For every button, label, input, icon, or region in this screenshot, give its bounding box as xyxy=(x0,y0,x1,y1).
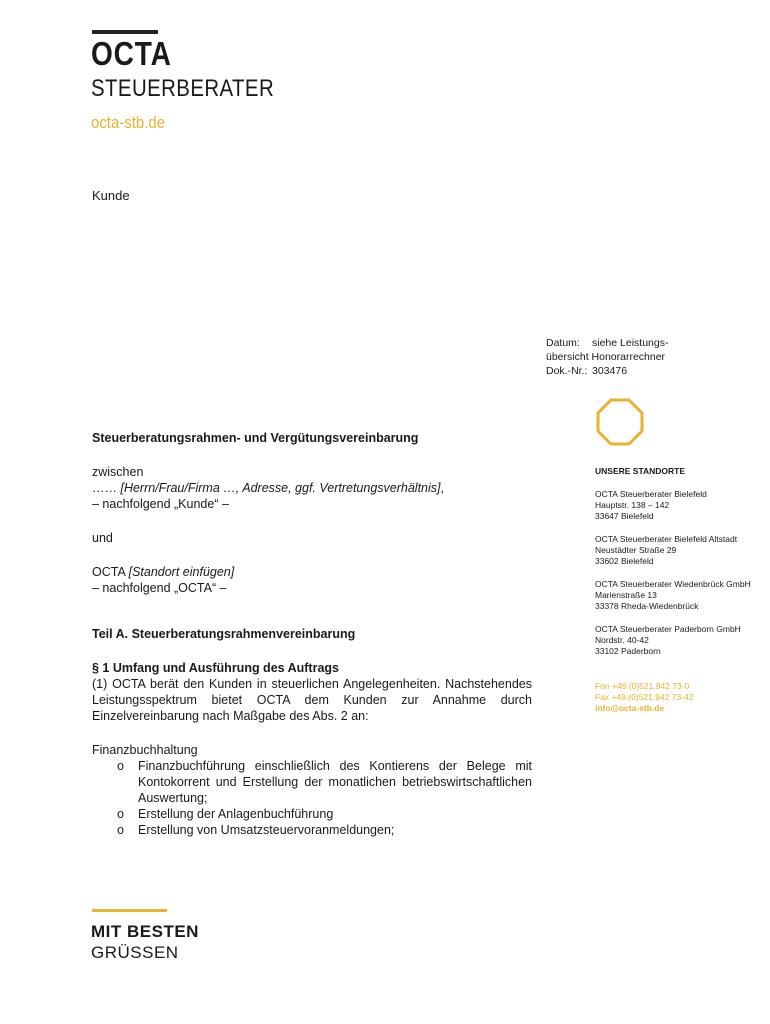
between-text: zwischen xyxy=(92,465,144,479)
closing-line-2: GRÜSSEN xyxy=(91,943,179,962)
email-link[interactable]: info@octa-stb.de xyxy=(595,703,665,713)
doknr-value: 303476 xyxy=(592,365,628,377)
section-1-paragraph: (1) OCTA berät den Kunden in steuerlichen Angelegenheiten. Nachstehendes Leistungsspektrum bietet OCTA dem Kunden zur Annahme durch Einzelvereinbarung nach Maßgabe des Abs. 2 an: xyxy=(92,677,532,723)
contact-block xyxy=(595,681,755,714)
location-city: 33602 Bielefeld xyxy=(595,556,654,566)
party-1 xyxy=(92,480,532,496)
location-street: Marienstraße 13 xyxy=(595,590,657,600)
logo-url: octa-stb.de xyxy=(91,113,166,132)
closing-line-1: MIT BESTEN xyxy=(91,922,199,941)
document-body xyxy=(92,430,532,838)
logo-subtitle: STEUERBERATER xyxy=(91,75,275,102)
list-item: o Erstellung der Anlagenbuchführung xyxy=(92,806,532,822)
location-street: Neustädter Straße 29 xyxy=(595,545,677,555)
list-item: o Finanzbuchführung einschließlich des Kontierens der Belege mit Kontokorrent und Erstellung der monatlichen betriebswirtschaftlichen Auswertung; xyxy=(92,758,532,806)
locations-heading: UNSERE STANDORTE xyxy=(595,466,686,476)
list-item: o Erstellung von Umsatzsteuervoranmeldungen; xyxy=(92,822,532,838)
location-item xyxy=(595,579,755,612)
party-1-suffix: , xyxy=(440,481,444,495)
location-item xyxy=(595,624,755,657)
section-1-heading: § 1 Umfang und Ausführung des Auftrags xyxy=(92,661,339,675)
location-city: 33378 Rheda-Wiedenbrück xyxy=(595,601,699,611)
recipient-label: Kunde xyxy=(92,188,130,203)
party-1-placeholder: [Herrn/Frau/Firma …, Adresse, ggf. Vertretungsverhältnis] xyxy=(120,481,441,495)
location-name: OCTA Steuerberater Bielefeld xyxy=(595,489,707,499)
footer-bar xyxy=(92,909,167,912)
party-1-prefix: …… xyxy=(92,481,117,495)
locations-sidebar xyxy=(595,466,755,714)
fax-text: Fax +49.(0)521.942 73-42 xyxy=(595,692,694,702)
fibu-list xyxy=(92,758,532,838)
party-2 xyxy=(92,564,532,580)
and-text: und xyxy=(92,531,113,545)
octagon-logo-icon xyxy=(596,398,644,446)
datum-value-2: übersicht Honorarrechner xyxy=(546,351,666,363)
document-meta xyxy=(546,336,668,378)
datum-value: siehe Leistungs- xyxy=(592,337,669,349)
location-name: OCTA Steuerberater Paderborn GmbH xyxy=(595,624,741,634)
location-city: 33102 Paderborn xyxy=(595,646,661,656)
party-2-name: OCTA xyxy=(92,565,126,579)
logo-name: OCTA xyxy=(91,35,172,72)
party-2-alias: – nachfolgend „OCTA“ – xyxy=(92,581,227,595)
datum-label: Datum: xyxy=(546,337,580,349)
phone-text: Fon +49.(0)521.942 73-0 xyxy=(595,681,690,691)
location-name: OCTA Steuerberater Bielefeld Altstadt xyxy=(595,534,738,544)
document-title: Steuerberatungsrahmen- und Vergütungsvereinbarung xyxy=(92,431,419,445)
party-1-alias: – nachfolgend „Kunde“ – xyxy=(92,497,229,511)
logo-bar xyxy=(92,30,158,34)
doknr-label: Dok.-Nr.: xyxy=(546,365,588,377)
fibu-heading: Finanzbuchhaltung xyxy=(92,743,198,757)
location-item xyxy=(595,489,755,522)
location-city: 33647 Bielefeld xyxy=(595,511,654,521)
part-a-heading: Teil A. Steuerberatungsrahmenvereinbarung xyxy=(92,627,356,641)
location-item xyxy=(595,534,755,567)
party-2-placeholder: [Standort einfügen] xyxy=(128,565,235,579)
location-name: OCTA Steuerberater Wiedenbrück GmbH xyxy=(595,579,751,589)
location-street: Nordstr. 40-42 xyxy=(595,635,649,645)
location-street: Hauptstr. 138 – 142 xyxy=(595,500,670,510)
